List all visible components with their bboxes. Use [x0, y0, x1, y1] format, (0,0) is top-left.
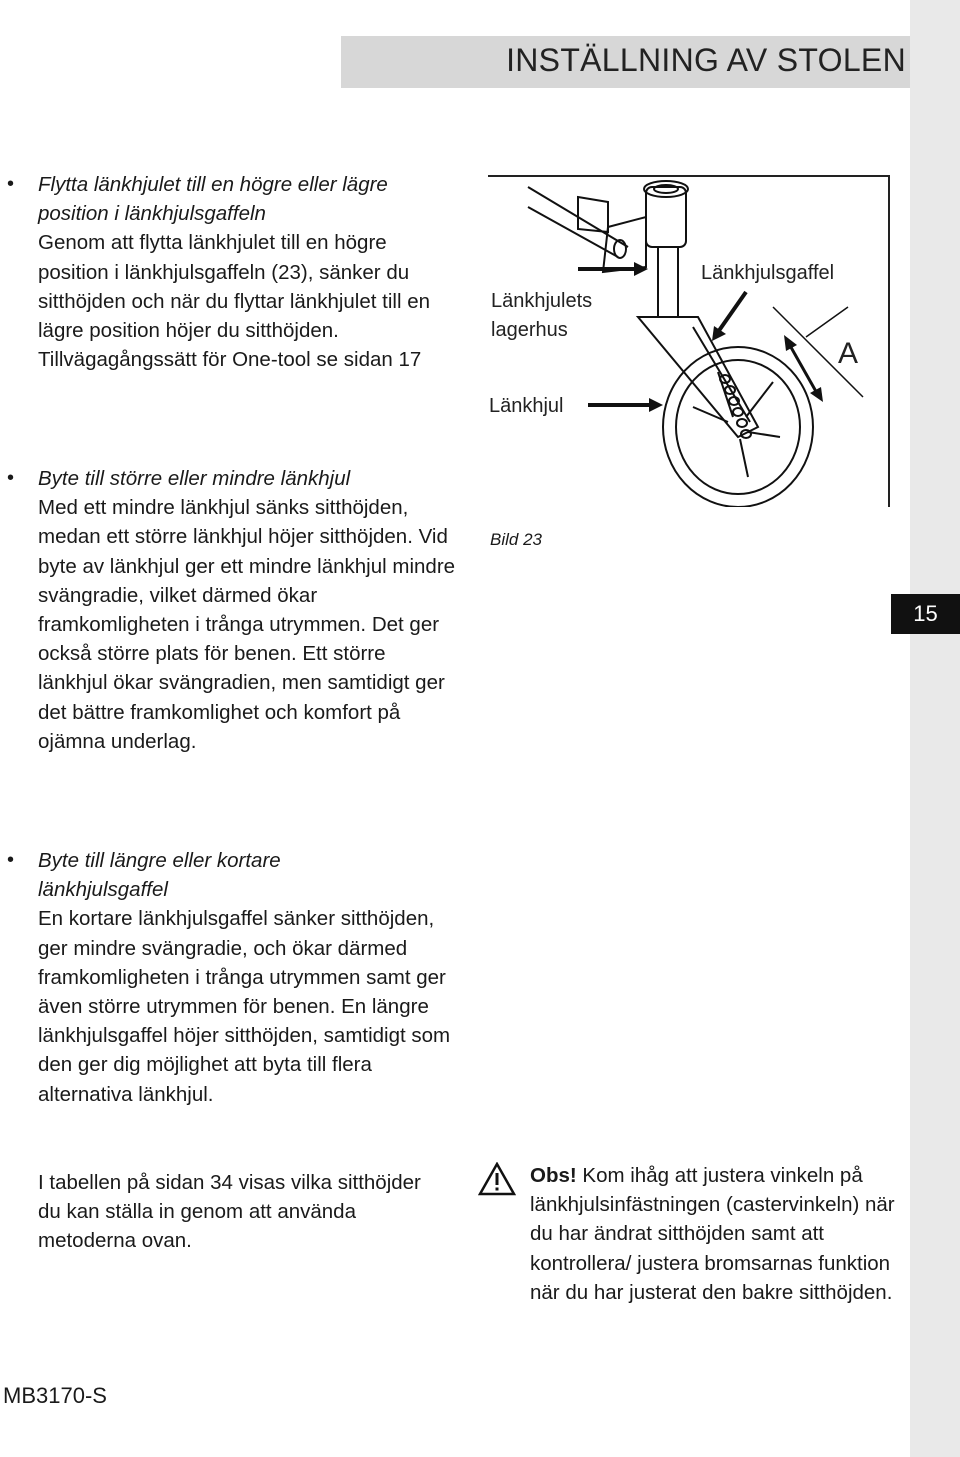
caster-stem	[658, 247, 678, 317]
closing-paragraph: I tabellen på sidan 34 visas vilka sitthöjder du kan ställa in genom att använda metoderna ovan.	[38, 1171, 421, 1253]
page-title: INSTÄLLNING AV STOLEN	[506, 42, 906, 78]
bullet-icon: •	[7, 467, 15, 489]
section-1-note: Tillvägagångssätt för One-tool se sidan 17	[38, 348, 422, 372]
page-number-tab: 15	[891, 594, 960, 634]
side-margin-strip	[910, 0, 960, 1457]
header-bar	[341, 36, 910, 88]
label-fork: Länkhjulsgaffel	[701, 262, 835, 284]
warning-label: Obs!	[530, 1164, 577, 1187]
label-housing-line2: lagerhus	[491, 319, 568, 341]
section-2	[38, 464, 458, 756]
section-2-body: Med ett mindre länkhjul sänks sitthöjden, medan ett större länkhjul höjer sitthöjden. Vid byte av länkhjul ger ett mindre länkhjul mindre svängradie, vilket därmed ökar framkomligheten i trånga utrymmen. Det ger också större plats för benen. Ett större länkhjul ökar svängradien, men samtidigt ger det bättre framkomlighet och komfort på ojämna underlag.	[38, 496, 456, 753]
bullet-icon: •	[7, 173, 15, 195]
section-3-body: En kortare länkhjulsgaffel sänker sitthöjden, ger mindre svängradie, och ökar därmed framkomligheten i trånga utrymmen samt ger även större utrymmen för benen. En längre länkhjulsgaffel höjer sitthöjden, samtidigt som den ger dig möjlighet att byta till flera alternativa länkhjul.	[38, 907, 451, 1106]
section-1	[38, 170, 463, 374]
section-1-title: Flytta länkhjulet till en högre eller lägre position i länkhjulsgaffeln	[38, 173, 388, 226]
arrow-fork	[718, 292, 746, 332]
section-2-title: Byte till större eller mindre länkhjul	[38, 467, 351, 490]
label-housing-line1: Länkhjulets	[491, 290, 593, 312]
caster-figure	[488, 175, 890, 507]
document-code: MB3170-S	[3, 1383, 107, 1408]
warning-triangle-icon	[478, 1162, 516, 1201]
caster-wheel-illustration	[488, 177, 888, 507]
warning-text: Kom ihåg att justera vinkeln på länkhjulsinfästningen (castervinkeln) när du har ändrat sitthöjden samt att kontrollera/ justera bromsarnas funktion när du har justerat den bakre sitthöjden.	[530, 1164, 895, 1304]
bullet-icon: •	[7, 849, 15, 871]
section-1-body: Genom att flytta länkhjulet till en högre position i länkhjulsgaffeln (23), sänker du sitthöjden och när du flyttar länkhjulet till en lägre position höjer du sitthöjden.	[38, 231, 431, 343]
section-3	[38, 846, 463, 1109]
label-a: A	[838, 337, 859, 370]
label-wheel: Länkhjul	[489, 395, 564, 417]
warning-note	[530, 1161, 900, 1307]
section-3-title: Byte till längre eller kortare länkhjulsgaffel	[38, 849, 281, 902]
figure-caption: Bild 23	[490, 530, 542, 549]
caster-wheel	[663, 347, 813, 507]
